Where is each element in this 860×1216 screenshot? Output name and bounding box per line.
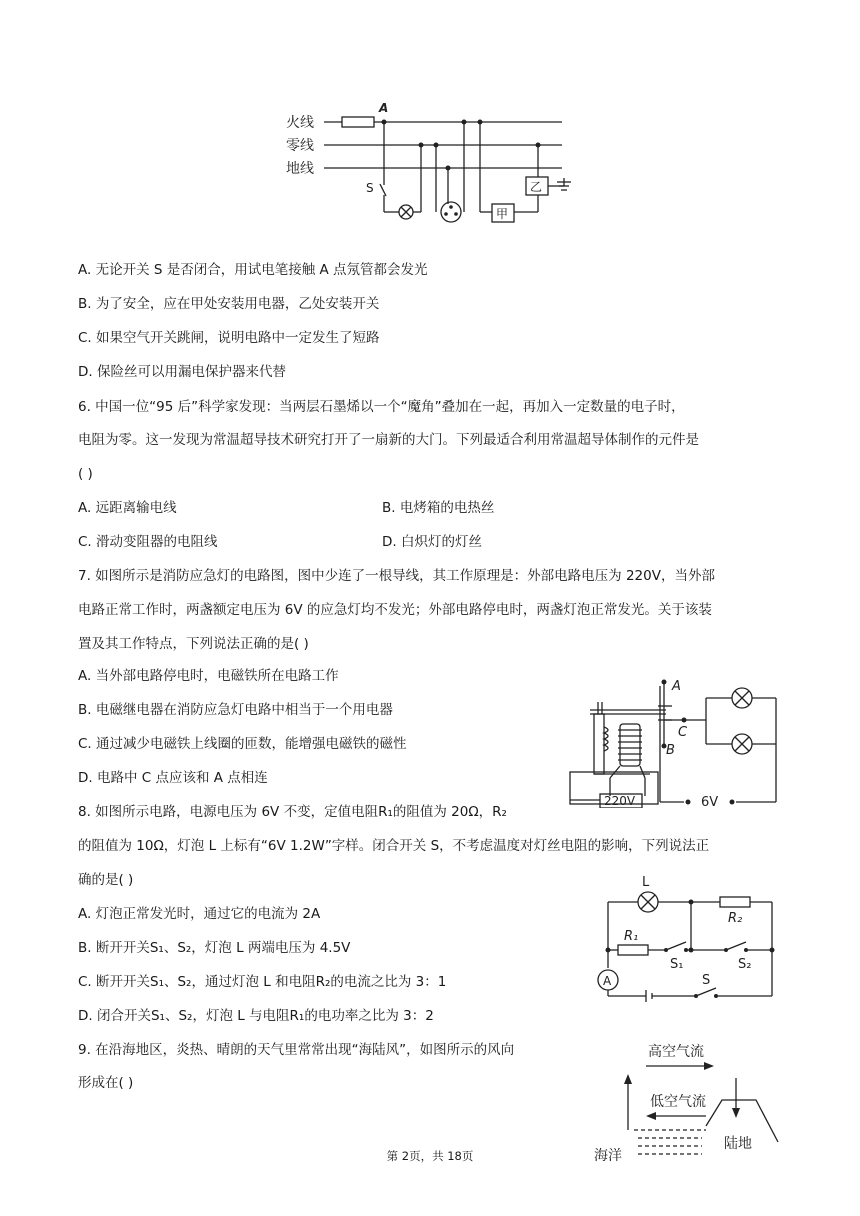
- land-label: 陆地: [724, 1136, 752, 1152]
- page-footer: 第 2页，共 18页: [386, 1149, 474, 1163]
- q5-option-d: D. 保险丝可以用漏电保护器来代替: [78, 364, 286, 380]
- q8-stem-line-3: 确的是( ): [78, 872, 134, 888]
- box-yi-label: 乙: [530, 180, 543, 194]
- q6-option-b: B. 电烤箱的电热丝: [382, 500, 495, 516]
- q5-option-a: A. 无论开关 S 是否闭合，用试电笔接触 A 点氖管都会发光: [78, 262, 428, 278]
- q7-stem-line-3: 置及其工作特点，下列说法正确的是( ): [78, 636, 309, 652]
- lamp-l-label: L: [642, 875, 650, 890]
- r1-label: R₁: [624, 929, 639, 944]
- ground-wire-label: 地线: [286, 161, 314, 177]
- live-wire-label: 火线: [286, 115, 314, 131]
- r2-label: R₂: [728, 911, 743, 926]
- q7-stem-line-1: 7. 如图所示是消防应急灯的电路图，图中少连了一根导线，其工作原理是：外部电路电压为 220V，当外部: [78, 568, 715, 584]
- q7-option-a: A. 当外部电路停电时，电磁铁所在电路工作: [78, 668, 339, 684]
- q8-option-d: D. 闭合开关S₁、S₂，灯泡 L 与电阻R₁的电功率之比为 3：2: [78, 1008, 434, 1024]
- point-b-label: B: [666, 743, 675, 758]
- point-a-label: A: [379, 101, 389, 115]
- source-6v-label: 6V: [701, 795, 719, 808]
- low-air-flow-label: 低空气流: [650, 1094, 706, 1110]
- ammeter-label: A: [603, 974, 612, 988]
- q6-stem-line-3: ( ): [78, 466, 93, 482]
- q8-stem-line-1: 8. 如图所示电路，电源电压为 6V 不变，定值电阻R₁的阻值为 20Ω，R₂: [78, 804, 507, 820]
- q8-option-c: C. 断开开关S₁、S₂，通过灯泡 L 和电阻R₂的电流之比为 3：1: [78, 974, 447, 990]
- point-c-label: C: [678, 725, 688, 740]
- q6-stem-line-2: 电阻为零。这一发现为常温超导技术研究打开了一扇新的大门。下列最适合利用常温超导体制作的元件是: [78, 432, 699, 448]
- q5-option-c: C. 如果空气开关跳闸，说明电路中一定发生了短路: [78, 330, 380, 346]
- q6-option-d: D. 白炽灯的灯丝: [382, 534, 482, 550]
- s-label: S: [702, 973, 711, 988]
- s1-label: S₁: [670, 957, 684, 972]
- sea-label: 海洋: [594, 1148, 622, 1164]
- q7-stem-line-2: 电路正常工作时，两盏额定电压为 6V 的应急灯均不发光；外部电路停电时，两盏灯泡正常发光。关于该装: [78, 602, 712, 618]
- household-wiring-figure: [280, 100, 580, 230]
- q9-stem-line-2: 形成在( ): [78, 1075, 134, 1091]
- q7-option-c: C. 通过减少电磁铁上线圈的匝数，能增强电磁铁的磁性: [78, 736, 407, 752]
- q8-option-b: B. 断开开关S₁、S₂，灯泡 L 两端电压为 4.5V: [78, 940, 351, 956]
- q8-option-a: A. 灯泡正常发光时，通过它的电流为 2A: [78, 906, 321, 922]
- relay-circuit-figure: [560, 672, 785, 808]
- high-air-flow-label: 高空气流: [648, 1044, 704, 1060]
- sea-land-breeze-figure: [590, 1034, 790, 1166]
- point-a-label: A: [672, 679, 681, 694]
- q7-option-d: D. 电路中 C 点应该和 A 点相连: [78, 770, 268, 786]
- q6-option-c: C. 滑动变阻器的电阻线: [78, 534, 218, 550]
- neutral-wire-label: 零线: [286, 138, 314, 154]
- q8-stem-line-2: 的阻值为 10Ω，灯泡 L 上标有“6V 1.2W”字样。闭合开关 S，不考虑温度对灯丝电阻的影响，下列说法正: [78, 838, 710, 854]
- q9-stem-line-1: 9. 在沿海地区，炎热、晴朗的天气里常常出现“海陆风”，如图所示的风向: [78, 1042, 515, 1058]
- switch-s-label: S: [366, 181, 374, 195]
- q7-option-b: B. 电磁继电器在消防应急灯电路中相当于一个用电器: [78, 702, 393, 718]
- box-jia-label: 甲: [496, 207, 509, 221]
- q6-option-a: A. 远距离输电线: [78, 500, 177, 516]
- q6-stem-line-1: 6. 中国一位“95 后”科学家发现：当两层石墨烯以一个“魔角”叠加在一起，再加入一定数量的电子时，: [78, 399, 685, 415]
- lamp-resistor-circuit-figure: [596, 872, 786, 1006]
- q5-option-b: B. 为了安全，应在甲处安装用电器，乙处安装开关: [78, 296, 380, 312]
- s2-label: S₂: [738, 957, 752, 972]
- source-220v-label: 220V: [604, 794, 636, 808]
